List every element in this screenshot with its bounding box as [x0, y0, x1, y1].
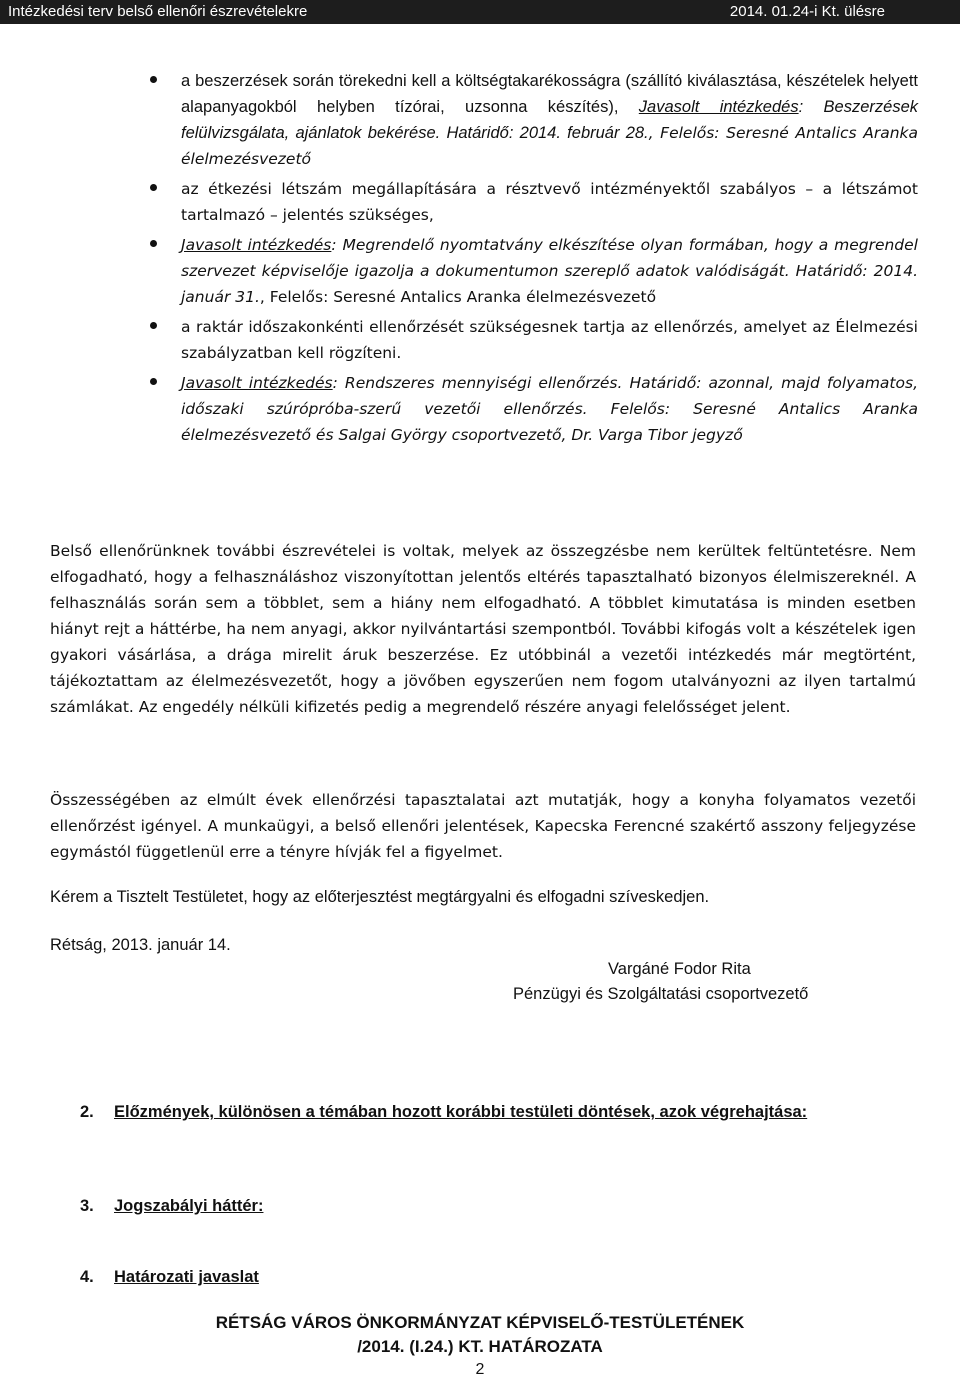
section-title: Jogszabályi háttér:: [114, 1197, 264, 1215]
proposed-action-label: Javasolt intézkedés: [638, 98, 799, 116]
bullet-icon: [150, 240, 157, 247]
header-title: Intézkedési terv belső ellenőri észrevételekre: [8, 3, 308, 20]
list-item: [150, 68, 918, 172]
page-number: 2: [475, 1361, 485, 1378]
list-item-text: az étkezési létszám megállapítására a résztvevő intézményektől szabályos – a létszámot tartalmazó – jelentés szükséges,: [181, 180, 918, 224]
signatory-title: Pénzügyi és Szolgáltatási csoportvezető: [513, 985, 809, 1003]
header-meeting-date: 2014. 01.24-i Kt. ülésre: [729, 3, 885, 20]
section-resolution-proposal: [80, 1266, 920, 1288]
proposed-action-text: : Rendszeres mennyiségi ellenőrzés. Határidő: azonnal, majd folyamatos, időszaki szúrópróba-szerű vezetői ellenőrzés. Felelős: Seresné Antalics Aranka élelmezésvezető és Salgai György csoportvezető, Dr. Varga Tibor jegyző: [181, 374, 918, 444]
page-header: [0, 0, 960, 24]
responsible-text: , Felelős: Seresné Antalics Aranka élelmezésvezető: [181, 124, 918, 168]
request-sentence: Kérem a Tisztelt Testületet, hogy az előterjesztést megtárgyalni és elfogadni szíveskedjen.: [50, 888, 710, 906]
place-date: Rétság, 2013. január 14.: [50, 936, 231, 954]
resolution-heading: RÉTSÁG VÁROS ÖNKORMÁNYZAT KÉPVISELŐ-TESTÜLETÉNEK: [215, 1313, 745, 1332]
section-legal-background: [80, 1195, 920, 1217]
list-item: [150, 370, 918, 448]
proposed-action-label: Javasolt intézkedés: [181, 236, 332, 254]
list-item: [150, 314, 918, 366]
signatory-name: Vargáné Fodor Rita: [608, 960, 751, 978]
section-title: Előzmények, különösen a témában hozott korábbi testületi döntések, azok végrehajtása:: [114, 1103, 808, 1121]
list-item-text: a raktár időszakonkénti ellenőrzését szükségesnek tartja az ellenőrzés, amelyet az Élelmezési szabályzatban kell rögzíteni.: [181, 318, 918, 362]
action-items-list: [150, 68, 918, 452]
section-title: Határozati javaslat: [114, 1268, 259, 1286]
resolution-number: /2014. (I.24.) KT. HATÁROZATA: [357, 1337, 603, 1356]
section-previous-decisions: [80, 1101, 920, 1123]
list-item: [150, 232, 918, 310]
list-item-text: a beszerzések során törekedni kell a költségtakarékosságra (szállító kiválasztása, készételek helyett alapanyagokból helyben tízórai, uzsonna készítés),: [181, 72, 918, 116]
section-number: 2.: [80, 1103, 94, 1121]
proposed-action-label: Javasolt intézkedés: [181, 374, 333, 392]
bullet-icon: [150, 76, 157, 83]
proposed-action-text: : Beszerzések felülvizsgálata, ajánlatok bekérése. Határidő: 2014. február 28.: [181, 98, 919, 142]
section-number: 3.: [80, 1197, 94, 1215]
list-item: [150, 176, 918, 228]
responsible-text: , Felelős: Seresné Antalics Aranka élelmezésvezető: [259, 288, 657, 306]
section-number: 4.: [80, 1268, 94, 1286]
summary-paragraph: Összességében az elmúlt évek ellenőrzési tapasztalatai azt mutatják, hogy a konyha folyamatos vezetői ellenőrzést igényel. A munkaügyi, a belső ellenőri jelentések, Kapecska Ferencné szakértő asszony feljegyzése egymástól függetlenül erre a tényre hívják fel a figyelmet.: [50, 791, 916, 861]
bullet-icon: [150, 184, 157, 191]
bullet-icon: [150, 378, 157, 385]
findings-paragraph: Belső ellenőrünknek további észrevételei is voltak, melyek az összegzésbe nem kerültek feltüntetésre. Nem elfogadható, hogy a felhasználáshoz viszonyítottan jelentős eltérés tapasztalható bizonyos élelmiszereknél. A felhasználás során sem a többlet, sem a hiány nem elfogadható. A többlet kimutatása is minden esetben hiányt rejt a háttérbe, ha nem anyagi, akkor nyilvántartási szempontból. További kifogás volt a készételek igen gyakori vásárlása, a drága mirelit áruk beszerzése. Ez utóbbinál a vezetői intézkedés már megtörtént, tájékoztattam az élelmezésvezetőt, hogy a jövőben egyszerűen nem fogom utalványozni az ilyen tartalmú számlákat. Az engedély nélküli kifizetés pedig a megrendelő részére anyagi felelősséget jelent.: [50, 542, 916, 716]
proposed-action-text: : Megrendelő nyomtatvány elkészítése olyan formában, hogy a megrendel szervezet képviselője igazolja a dokumentumon szereplő adatok valódiságát. Határidő: 2014. január 31.: [181, 236, 918, 306]
bullet-icon: [150, 322, 157, 329]
